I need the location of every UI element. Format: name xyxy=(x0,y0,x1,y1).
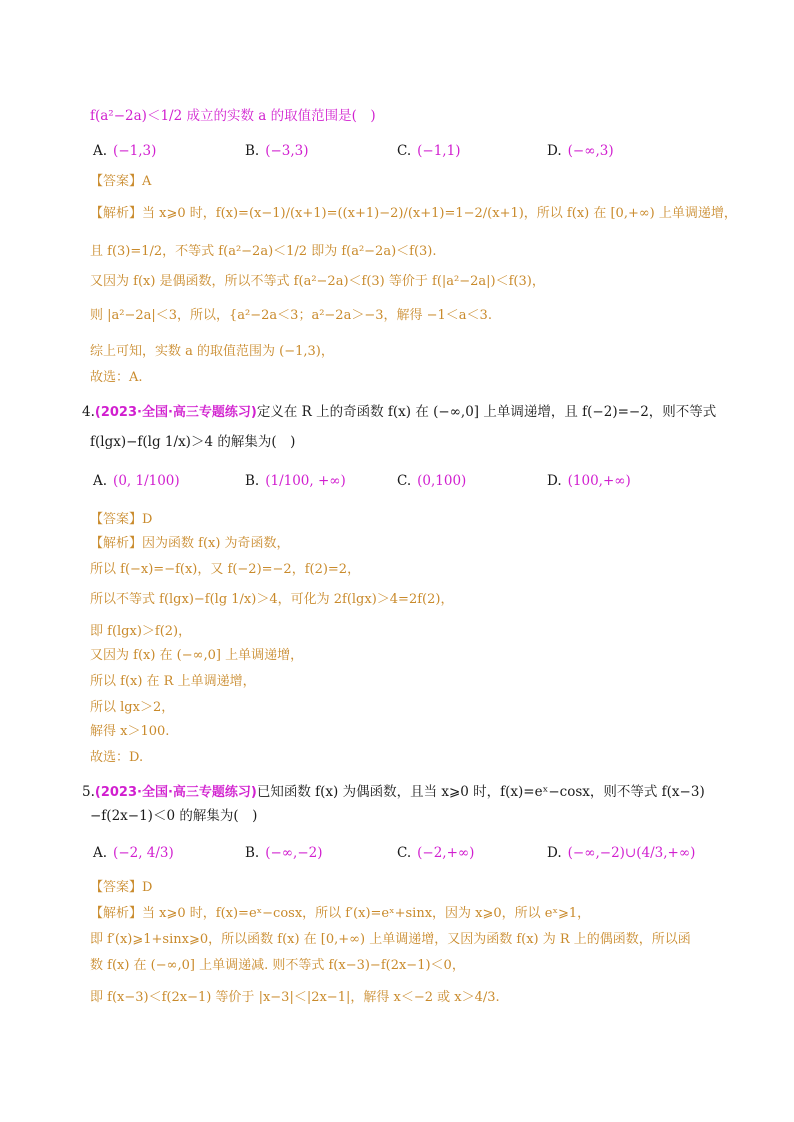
q3-explanation-line: 又因为 f(x) 是偶函数，所以不等式 f(a²−2a)＜f(3) 等价于 f(|a²−2a|)＜f(3)， xyxy=(90,274,545,289)
q3-stem-tail: f(a²−2a)＜1/2 成立的实数 a 的取值范围是( ) xyxy=(90,108,376,124)
q4-option-c[interactable]: C. (0,100) xyxy=(397,473,467,489)
q3-explanation-line: 综上可知，实数 a 的取值范围为 (−1,3)， xyxy=(90,344,334,359)
q5-explanation-line: 【解析】当 x⩾0 时，f(x)=eˣ−cosx，所以 f′(x)=eˣ+sinx，因为 x⩾0，所以 eˣ⩾1， xyxy=(90,906,591,921)
q3-option-c[interactable]: C. (−1,1) xyxy=(397,143,461,159)
q5-option-b[interactable]: B. (−∞,−2) xyxy=(245,845,323,861)
q4-option-a[interactable]: A. (0, 1/100) xyxy=(93,473,180,489)
q3-option-d[interactable]: D. (−∞,3) xyxy=(547,143,614,159)
q5-option-a[interactable]: A. (−2, 4/3) xyxy=(93,845,174,861)
q4-answer: 【答案】D xyxy=(90,512,153,527)
q5-number: 5. xyxy=(82,784,95,800)
q4-option-d[interactable]: D. (100,+∞) xyxy=(547,473,631,489)
q4-explanation-line: 所以 f(−x)=−f(x)，又 f(−2)=−2，f(2)=2， xyxy=(90,562,361,577)
q4-explanation-line: 【解析】因为函数 f(x) 为奇函数， xyxy=(90,536,290,551)
q5-explanation-line: 即 f(x−3)＜f(2x−1) 等价于 |x−3|＜|2x−1|，解得 x＜−2 或 x＞4/3. xyxy=(90,990,500,1005)
q4-option-b[interactable]: B. (1/100, +∞) xyxy=(245,473,346,489)
q4-explanation-line: 解得 x＞100. xyxy=(90,724,170,739)
q3-explanation-line: 则 |a²−2a|＜3，所以，{a²−2a＜3；a²−2a＞−3，解得 −1＜a＜3. xyxy=(90,308,492,323)
q5-explanation-line: 即 f′(x)⩾1+sinx⩾0，所以函数 f(x) 在 [0,+∞) 上单调递增，又因为函数 f(x) 为 R 上的偶函数，所以函 xyxy=(90,932,691,947)
q4-stem-line2: f(lgx)−f(lg 1/x)＞4 的解集为( ) xyxy=(90,434,296,450)
q4-stem-text: 定义在 R 上的奇函数 f(x) 在 (−∞,0] 上单调递增，且 f(−2)=−2，则不等式 xyxy=(256,404,717,420)
q5-source: (2023·全国·高三专题练习) xyxy=(94,785,257,800)
q5-option-d[interactable]: D. (−∞,−2)∪(4/3,+∞) xyxy=(547,845,696,861)
q4-explanation-line: 又因为 f(x) 在 (−∞,0] 上单调递增， xyxy=(90,648,304,663)
q3-option-b[interactable]: B. (−3,3) xyxy=(245,143,309,159)
q5-answer: 【答案】D xyxy=(90,880,153,895)
q5-stem-text: 已知函数 f(x) 为偶函数，且当 x⩾0 时，f(x)=eˣ−cosx，则不等式 f(x−3) xyxy=(256,784,705,800)
q4-explanation-line: 所以 lgx＞2， xyxy=(90,700,175,715)
q4-stem-line1 xyxy=(82,402,734,423)
q3-answer: 【答案】A xyxy=(90,174,152,189)
q4-source: (2023·全国·高三专题练习) xyxy=(94,405,257,420)
q3-explanation-line: 且 f(3)=1/2，不等式 f(a²−2a)＜1/2 即为 f(a²−2a)＜f(3). xyxy=(90,244,437,259)
q4-explanation-line: 即 f(lgx)＞f(2)， xyxy=(90,624,192,639)
q3-explanation-line: 故选：A. xyxy=(90,370,143,385)
q5-stem-line2: −f(2x−1)＜0 的解集为( ) xyxy=(90,808,258,824)
q4-explanation-line: 所以 f(x) 在 R 上单调递增， xyxy=(90,674,256,689)
q4-explanation-line: 故选：D. xyxy=(90,750,144,765)
q3-option-a[interactable]: A. (−1,3) xyxy=(93,143,157,159)
q5-option-c[interactable]: C. (−2,+∞) xyxy=(397,845,475,861)
q4-explanation-line: 所以不等式 f(lgx)−f(lg 1/x)＞4，可化为 2f(lgx)＞4=2f(2)， xyxy=(90,592,454,607)
q4-number: 4. xyxy=(82,404,95,420)
q5-explanation-line: 数 f(x) 在 (−∞,0] 上单调递减. 则不等式 f(x−3)−f(2x−1)＜0， xyxy=(90,958,465,973)
q5-stem-line1 xyxy=(82,782,734,803)
q3-explanation-line: 【解析】当 x⩾0 时，f(x)=(x−1)/(x+1)=((x+1)−2)/(x+1)=1−2/(x+1)，所以 f(x) 在 [0,+∞) 上单调递增， xyxy=(90,206,737,221)
